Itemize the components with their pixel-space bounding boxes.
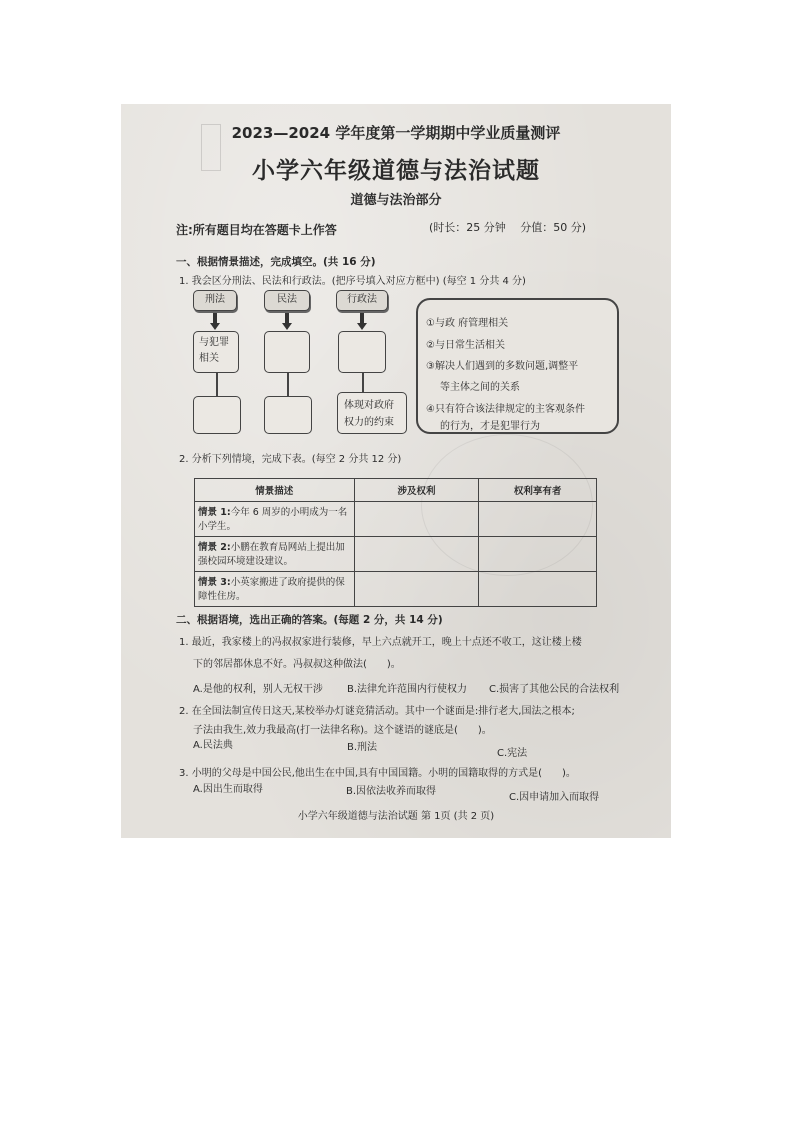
- exam-subtitle: 道德与法治部分: [350, 193, 442, 208]
- option-3: ③解决人们遇到的多数问题,调整平: [426, 361, 579, 372]
- s2-q2-stem-line2: 子法由我生,效力我最高(打一法律名称)。这个谜语的谜底是( )。: [193, 725, 492, 736]
- s2-q3-stem-line1: 3. 小明的父母是中国公民,他出生在中国,具有中国国籍。小明的国籍取得的方式是( )。: [179, 768, 576, 779]
- table-header: 权利享有者: [479, 479, 597, 502]
- situation-cell: [195, 537, 355, 572]
- exam-paper-photo: [121, 104, 671, 838]
- s2-q1-stem-line2: 下的邻居都休息不好。冯叔叔这种做法( )。: [193, 659, 401, 670]
- options-panel: [416, 298, 619, 434]
- section2-title: 二、根据语境，选出正确的答案。(每题 2 分，共 14 分): [176, 614, 443, 626]
- exam-note: 注:所有题目均在答题卡上作答: [176, 223, 337, 237]
- connector-line: [216, 373, 218, 397]
- exam-title: 小学六年级道德与法治试题: [252, 158, 540, 184]
- situation-label: 情景 1:: [198, 507, 231, 518]
- table-header: 涉及权利: [354, 479, 479, 502]
- s2-q1-option-a[interactable]: A.是他的权利，别人无权干涉: [193, 684, 323, 695]
- option-1: ①与政 府管理相关: [426, 318, 509, 329]
- holder-cell[interactable]: [479, 502, 597, 537]
- s2-q2-option-c[interactable]: C.宪法: [497, 748, 528, 759]
- exam-heading: 2023—2024 学年度第一学期期中学业质量测评: [231, 124, 561, 142]
- situation-label: 情景 2:: [198, 542, 231, 553]
- table-header: 情景描述: [195, 479, 355, 502]
- situation-cell: [195, 572, 355, 607]
- option-3-cont: 等主体之间的关系: [440, 382, 520, 393]
- s2-q3-option-b[interactable]: B.因依法收养而取得: [346, 786, 437, 797]
- s2-q1-option-b[interactable]: B.法律允许范围内行使权力: [347, 684, 468, 695]
- option-4: ④只有符合该法律规定的主客观条件: [426, 404, 585, 415]
- answer-box-civil-bottom[interactable]: [264, 396, 312, 434]
- option-4-cont: 的行为，才是犯罪行为: [440, 421, 540, 432]
- situation-table: [194, 478, 597, 607]
- arrow-down-icon: [357, 323, 367, 330]
- table-row: [195, 572, 597, 607]
- section1-title: 一、根据情景描述，完成填空。(共 16 分): [176, 256, 376, 268]
- law-box-criminal: 刑法: [193, 290, 237, 311]
- table-row: [195, 502, 597, 537]
- s2-q1-option-c[interactable]: C.损害了其他公民的合法权利: [489, 684, 620, 695]
- holder-cell[interactable]: [479, 537, 597, 572]
- law-box-administrative: 行政法: [336, 290, 388, 311]
- s2-q3-option-c[interactable]: C.因申请加入而取得: [509, 792, 600, 803]
- table-row: [195, 537, 597, 572]
- connector-line: [287, 373, 289, 397]
- situation-text: 小英家搬进了政府提供的保障性住房。: [198, 577, 345, 602]
- s2-q2-stem-line1: 2. 在全国法制宣传日这天,某校举办灯谜竞猜活动。其中一个谜面是:排行老大,国法之根本;: [179, 706, 575, 717]
- option-2: ②与日常生活相关: [426, 340, 505, 351]
- answer-box-criminal-bottom[interactable]: [193, 396, 241, 434]
- answer-box-admin-bottom: 体现对政府 权力的约束: [337, 392, 407, 434]
- s2-q3-option-a[interactable]: A.因出生而取得: [193, 784, 263, 795]
- q1-stem: 1. 我会区分刑法、民法和行政法。(把序号填入对应方框中) (每空 1 分共 4 分): [179, 276, 526, 287]
- law-box-civil: 民法: [264, 290, 310, 311]
- page-footer: 小学六年级道德与法治试题 第 1页 (共 2 页): [297, 811, 495, 822]
- holder-cell[interactable]: [479, 572, 597, 607]
- situation-cell: [195, 502, 355, 537]
- arrow-down-icon: [282, 323, 292, 330]
- situation-text: 小鹏在教育局网站上提出加强校园环境建设建议。: [198, 542, 345, 567]
- situation-text: 今年 6 周岁的小明成为一名小学生。: [198, 507, 348, 532]
- answer-box-admin-mid[interactable]: [338, 331, 386, 373]
- table-header-row: [195, 479, 597, 502]
- rights-cell[interactable]: [354, 502, 479, 537]
- answer-box-civil-mid[interactable]: [264, 331, 310, 373]
- answer-box-criminal-mid: 与犯罪 相关: [193, 331, 239, 373]
- rights-cell[interactable]: [354, 537, 479, 572]
- s2-q1-stem-line1: 1. 最近，我家楼上的冯叔叔家进行装修，早上六点就开工，晚上十点还不收工，这让楼上楼: [179, 637, 582, 648]
- s2-q2-option-a[interactable]: A.民法典: [193, 740, 233, 751]
- exam-meta: (时长：25 分钟 分值：50 分): [429, 221, 587, 234]
- q2-stem: 2. 分析下列情境，完成下表。(每空 2 分共 12 分): [179, 454, 402, 465]
- rights-cell[interactable]: [354, 572, 479, 607]
- situation-label: 情景 3:: [198, 577, 231, 588]
- arrow-down-icon: [210, 323, 220, 330]
- s2-q2-option-b[interactable]: B.刑法: [347, 742, 378, 753]
